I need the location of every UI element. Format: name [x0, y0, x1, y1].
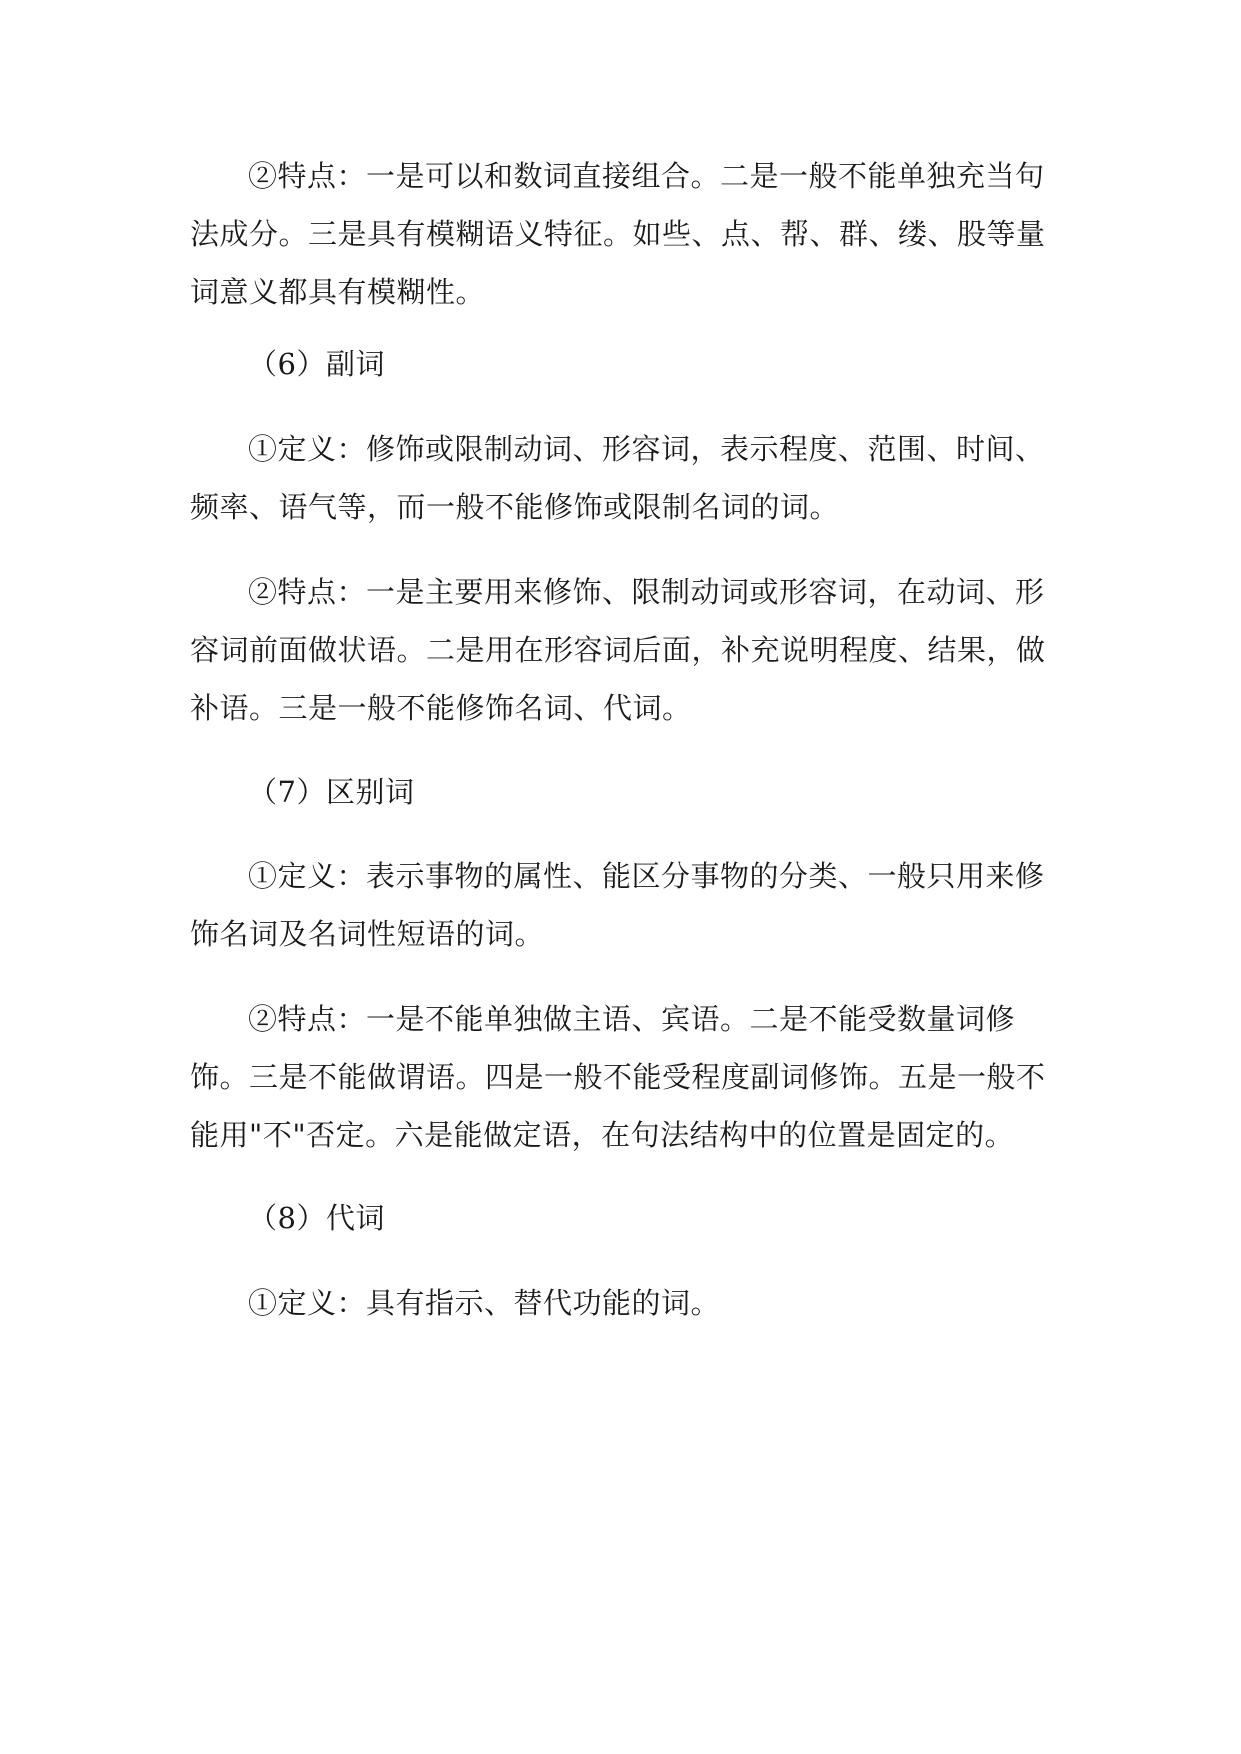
section-heading-adverb: （6）副词: [248, 347, 385, 381]
paragraph-classifier-features: ②特点：一是可以和数词直接组合。二是一般不能单独充当句法成分。三是具有模糊语义特征。如些、点、帮、群、缕、股等量词意义都具有模糊性。: [190, 159, 1046, 309]
paragraph-adverb-definition: ①定义：修饰或限制动词、形容词，表示程度、范围、时间、频率、语气等，而一般不能修饰或限制名词的词。: [190, 432, 1045, 524]
paragraph-distinguishing-features: ②特点：一是不能单独做主语、宾语。二是不能受数量词修饰。三是不能做谓语。四是一般不能受程度副词修饰。五是一般不能用"不"否定。六是能做定语，在句法结构中的位置是固定的。: [190, 1002, 1046, 1152]
paragraph-distinguishing-definition: ①定义：表示事物的属性、能区分事物的分类、一般只用来修饰名词及名词性短语的词。: [190, 859, 1045, 951]
section-heading-pronoun: （8）代词: [248, 1201, 385, 1235]
paragraph-pronoun-definition: ①定义：具有指示、替代功能的词。: [248, 1286, 721, 1320]
paragraph-adverb-features: ②特点：一是主要用来修饰、限制动词或形容词，在动词、形容词前面做状语。二是用在形容词后面，补充说明程度、结果，做补语。三是一般不能修饰名词、代词。: [190, 575, 1046, 725]
section-heading-distinguishing-word: （7）区别词: [248, 775, 415, 809]
